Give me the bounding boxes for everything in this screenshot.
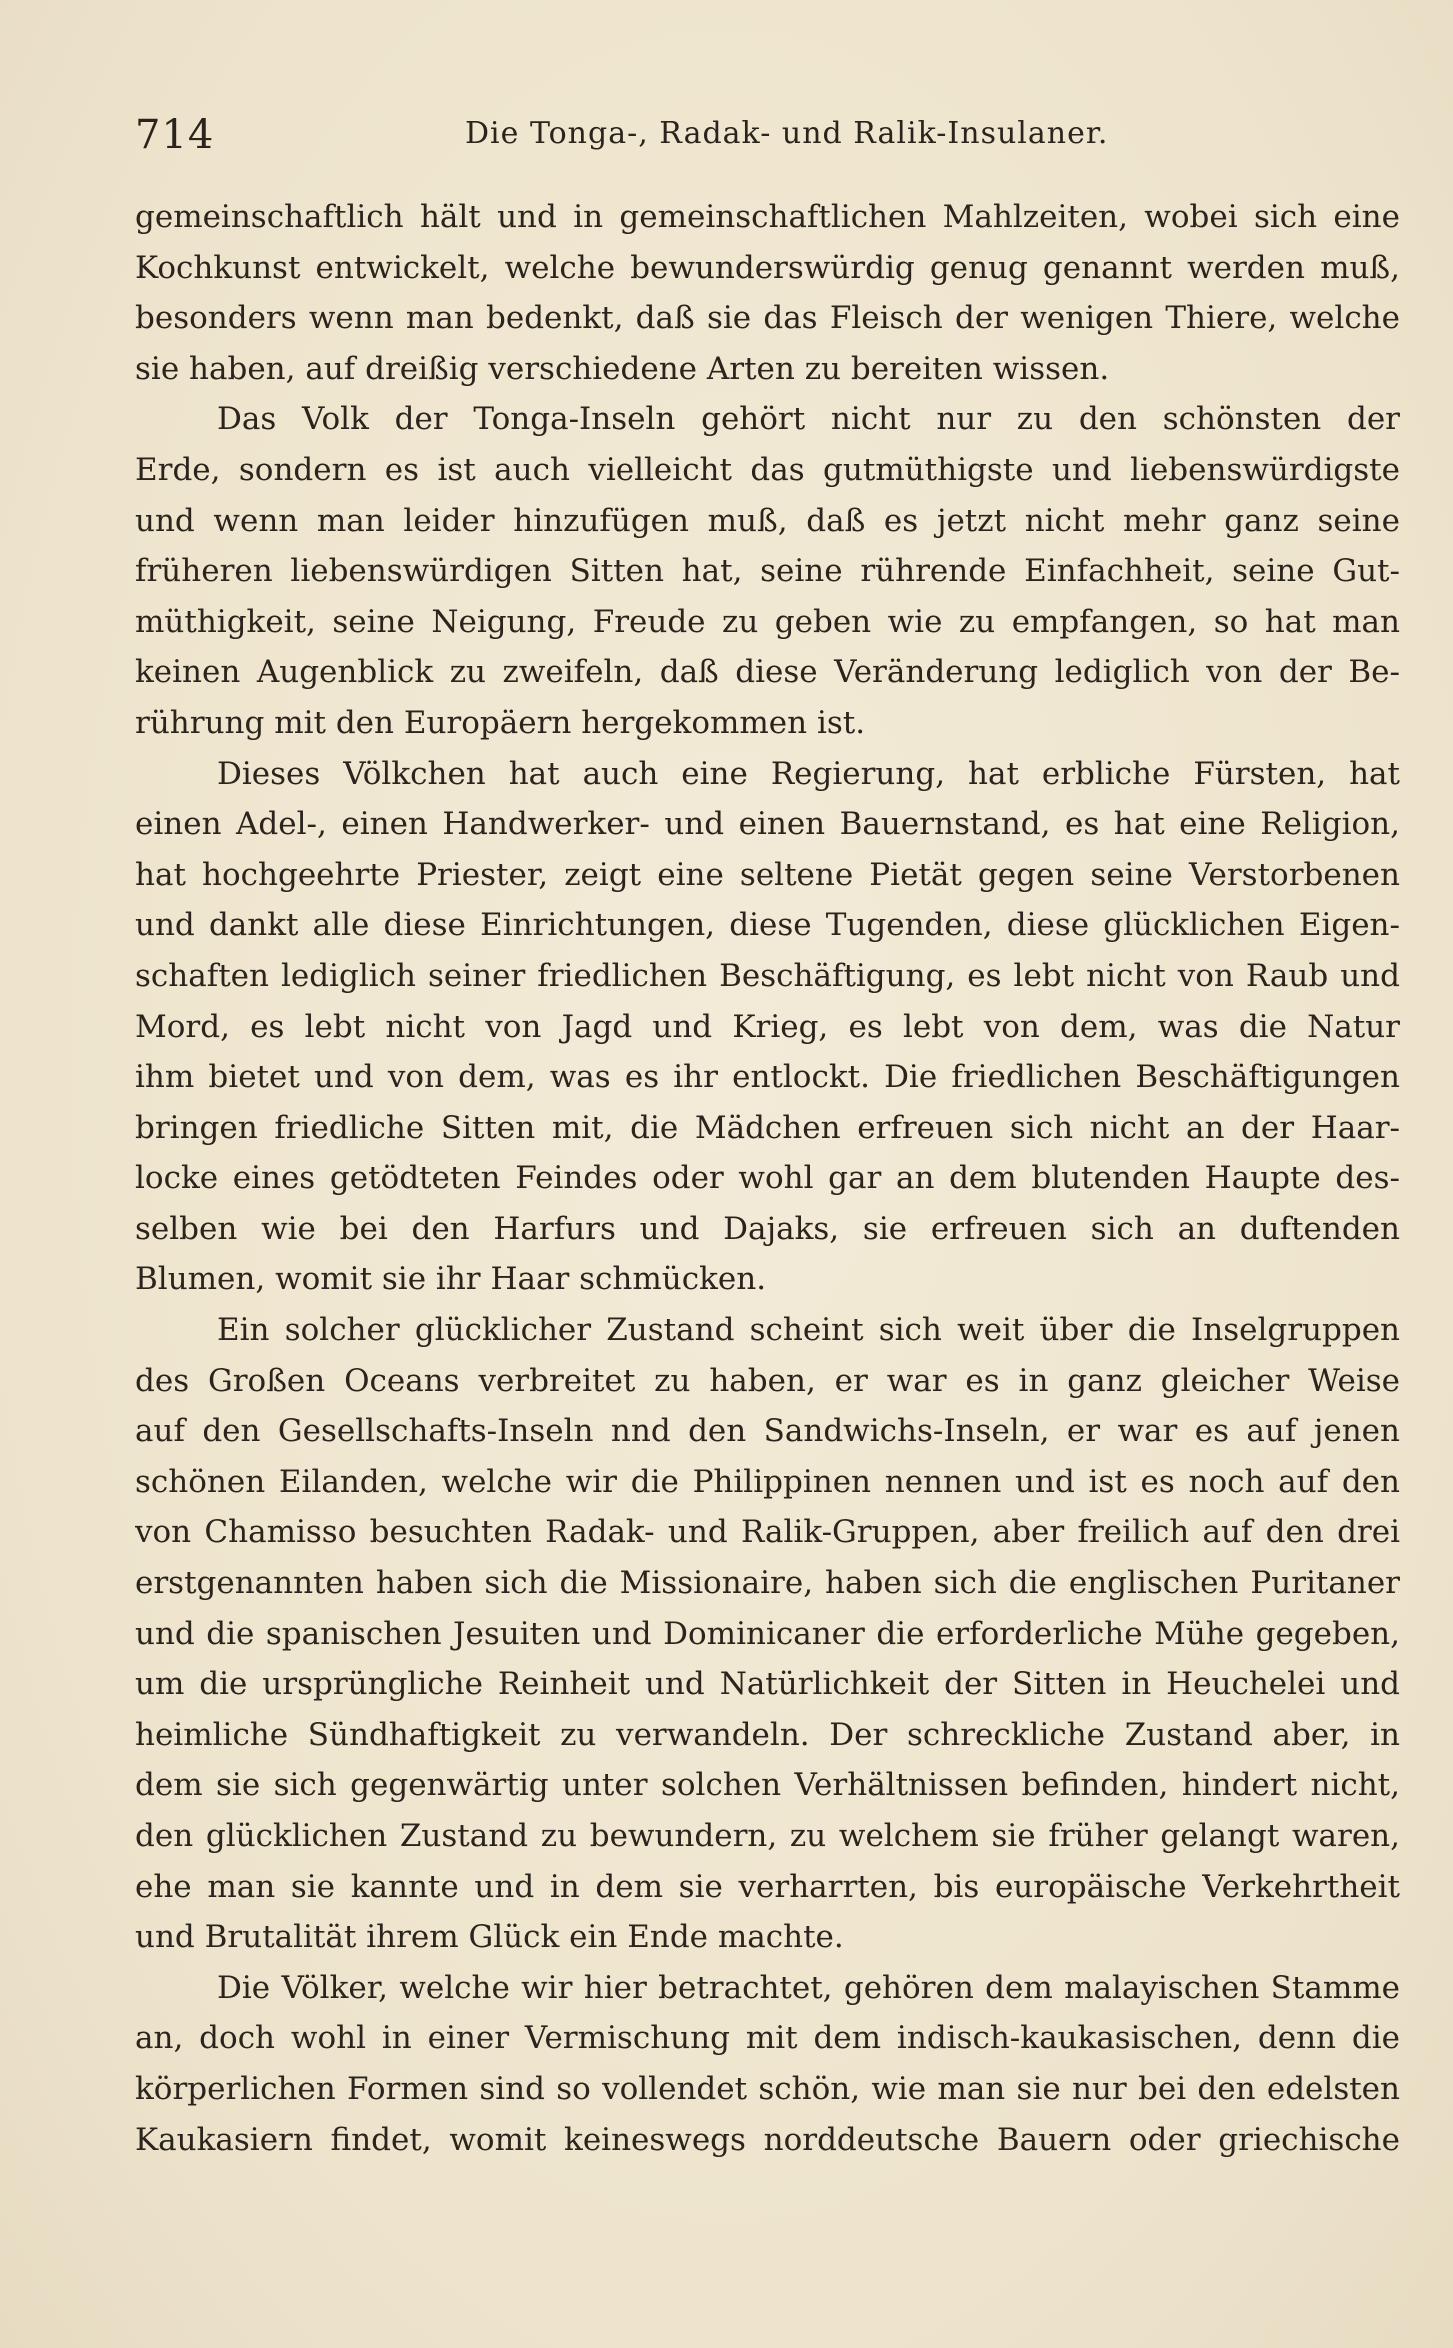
paragraph [135,1963,1400,2165]
page-header [135,112,1405,172]
text-line: Die Völker, welche wir hier betrachtet, gehören dem malayischen Stamme [217,1969,1400,2006]
paragraph [135,192,1400,394]
text-line: Mord, es lebt nicht von Jagd und Krieg, es lebt von dem, was die Natur [135,1008,1400,1045]
paragraph [135,1305,1400,1963]
text-line: sie haben, auf dreißig verschiedene Arten zu bereiten wissen. [135,350,1110,387]
text-line: Kaukasiern findet, womit keineswegs norddeutsche Bauern oder griechische [135,2121,1400,2158]
text-line: und Brutalität ihrem Glück ein Ende machte. [135,1919,844,1956]
text-line: auf den Gesellschafts-Inseln nnd den Sandwichs-Inseln, er war es auf jenen [135,1413,1400,1450]
text-line: schönen Eilanden, welche wir die Philippinen nennen und ist es noch auf den [135,1463,1400,1500]
text-line: und dankt alle diese Einrichtungen, diese Tugenden, diese glücklichen Eigen- [135,907,1400,944]
paragraph [135,749,1400,1306]
text-line: und die spanischen Jesuiten und Dominicaner die erforderliche Mühe gegeben, [135,1615,1400,1652]
text-line: körperlichen Formen sind so vollendet schön, wie man sie nur bei den edelsten [135,2070,1400,2107]
text-line: gemeinschaftlich hält und in gemeinschaftlichen Mahlzeiten, wobei sich eine [135,199,1400,235]
text-line: bringen friedliche Sitten mit, die Mädchen erfreuen sich nicht an der Haar- [135,1109,1400,1146]
text-line: früheren liebenswürdigen Sitten hat, seine rührende Einfachheit, seine Gut- [135,553,1400,590]
text-line: dem sie sich gegenwärtig unter solchen Verhältnissen befinden, hindert nicht, [135,1767,1400,1804]
text-line: heimliche Sündhaftigkeit zu verwandeln. Der schreckliche Zustand aber, in [135,1716,1400,1753]
text-line: ihm bietet und von dem, was es ihr entlockt. Die friedlichen Beschäftigungen [135,1059,1400,1096]
text-line: besonders wenn man bedenkt, daß sie das Fleisch der wenigen Thiere, welche [135,300,1400,337]
text-line: selben wie bei den Harfurs und Dajaks, sie erfreuen sich an duftenden [135,1210,1400,1247]
text-line: einen Adel-, einen Handwerker- und einen Bauernstand, es hat eine Religion, [135,806,1400,843]
text-line: Ein solcher glücklicher Zustand scheint sich weit über die Inselgruppen [217,1312,1400,1349]
text-line: locke eines getödteten Feindes oder wohl gar an dem blutenden Haupte des- [135,1160,1400,1197]
text-line: erstgenannten haben sich die Missionaire, haben sich die englischen Puritaner [135,1565,1400,1602]
text-line: um die ursprüngliche Reinheit und Natürlichkeit der Sitten in Heuchelei und [135,1666,1400,1703]
text-line: müthigkeit, seine Neigung, Freude zu geben wie zu empfangen, so hat man [135,603,1400,640]
text-line: des Großen Oceans verbreitet zu haben, er war es in ganz gleicher Weise [135,1362,1400,1399]
text-line: Kochkunst entwickelt, welche bewunderswürdig genug genannt werden muß, [135,249,1400,286]
text-line: hat hochgeehrte Priester, zeigt eine seltene Pietät gegen seine Verstorbenen [135,856,1400,893]
text-line: Dieses Völkchen hat auch eine Regierung, hat erbliche Fürsten, hat [217,755,1400,792]
text-line: von Chamisso besuchten Radak- und Ralik-Gruppen, aber freilich auf den drei [135,1514,1400,1551]
running-title: Die Tonga-, Radak- und Ralik-Insulaner. [465,116,1109,151]
text-line: schaften lediglich seiner friedlichen Beschäftigung, es lebt nicht von Raub und [135,957,1400,994]
text-line: und wenn man leider hinzufügen muß, daß es jetzt nicht mehr ganz seine [135,502,1400,539]
page-number: 714 [135,112,215,158]
text-line: rührung mit den Europäern hergekommen ist. [135,704,866,741]
paragraph [135,394,1400,748]
text-line: an, doch wohl in einer Vermischung mit dem indisch-kaukasischen, denn die [135,2020,1400,2057]
text-line: Blumen, womit sie ihr Haar schmücken. [135,1261,767,1298]
text-line: ehe man sie kannte und in dem sie verharrten, bis europäische Verkehrtheit [135,1868,1400,1905]
text-line: Das Volk der Tonga-Inseln gehört nicht nur zu den schönsten der [217,401,1400,438]
text-line: keinen Augenblick zu zweifeln, daß diese Veränderung lediglich von der Be- [135,654,1400,691]
body-text [135,192,1400,2165]
text-line: Erde, sondern es ist auch vielleicht das gutmüthigste und liebenswürdigste [135,451,1400,488]
text-line: den glücklichen Zustand zu bewundern, zu welchem sie früher gelangt waren, [135,1818,1400,1854]
